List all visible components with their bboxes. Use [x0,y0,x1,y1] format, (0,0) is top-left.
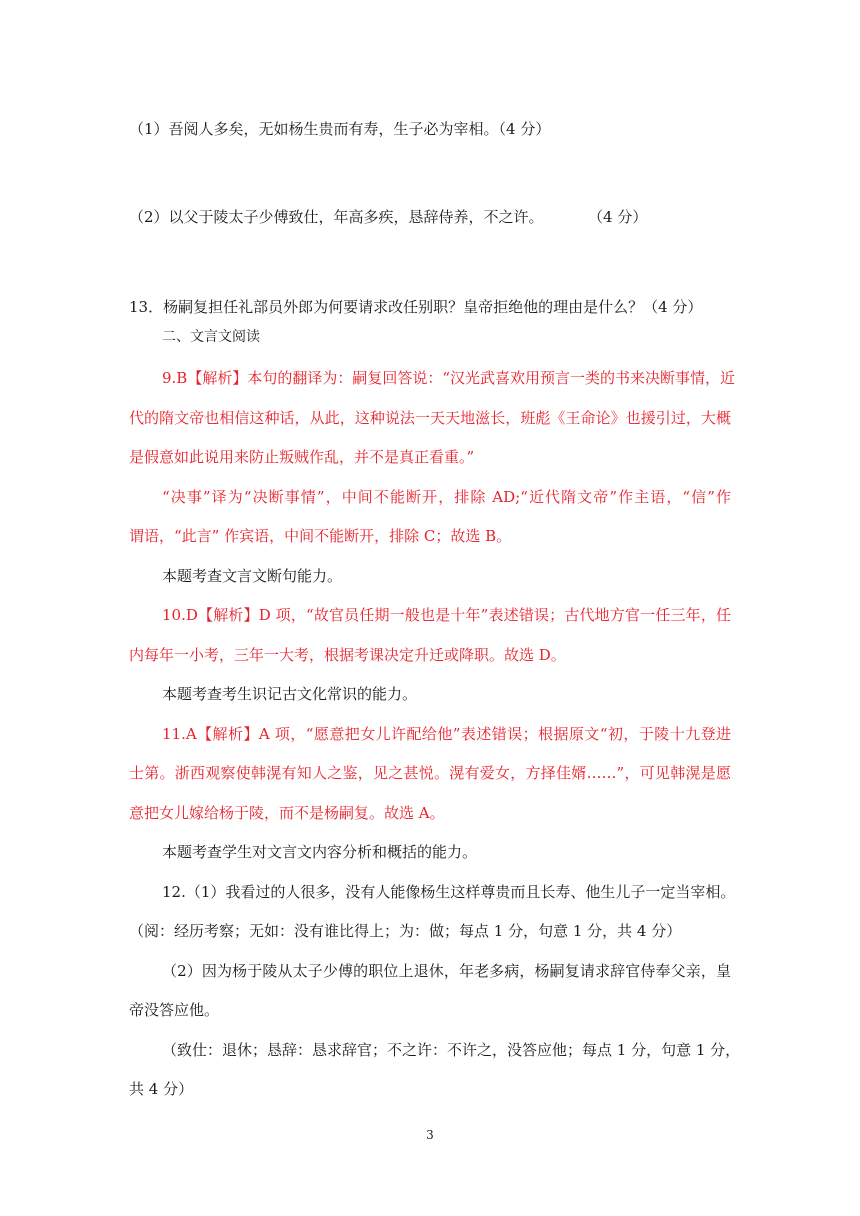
answer-11-line: 士第。浙西观察使韩滉有知人之鉴，见之甚悦。滉有爱女，方择佳婿……”，可见韩滉是愿 [129,764,731,782]
answer-9-line: “决事”译为“决断事情”，中间不能断开，排除 AD;“近代隋文帝”作主语，“信”作 [162,488,731,506]
question-12-part-2-score: （4 分） [595,208,648,226]
answer-10-line: 内每年一小考，三年一大考，根据考课决定升迁或降职。故选 D。 [129,646,566,664]
answer-9-line: 是假意如此说用来防止叛贼作乱，并不是真正看重。” [129,448,475,466]
question-12-part-2 [129,207,647,227]
answer-12-part-2-line: （2）因为杨于陵从太子少傅的职位上退休，年老多病，杨嗣复请求辞官侍奉父亲，皇 [162,962,731,980]
answer-12-part-1-line: （阅：经历考察；无如：没有谁比得上；为：做；每点 1 分，句意 1 分，共 4 分） [129,922,682,940]
answer-11-note: 本题考查学生对文言文内容分析和概括的能力。 [162,843,478,861]
answer-12-part-2-note-line: （致仕：退休；恳辞：恳求辞官；不之许：不许之，没答应他；每点 1 分，句意 1 分， [162,1041,741,1059]
answer-11-line: 11.A【解析】A 项，“愿意把女儿许配给他”表述错误；根据原文“初，于陵十九登进 [162,725,731,743]
answer-9-line: 谓语，“此言” 作宾语，中间不能断开，排除 C；故选 B。 [129,527,512,545]
question-12-part-2-text: （2）以父于陵太子少傅致仕，年高多疾，恳辞侍养，不之许。 [129,208,544,226]
answer-9-note: 本题考查文言文断句能力。 [162,567,343,585]
answer-9-line: 代的隋文帝也相信这种话，从此，这种说法一天天地滋长，班彪《王命论》也援引过，大概 [129,409,731,427]
answer-12-part-2-note-line: 共 4 分） [129,1080,194,1098]
answer-9-line: 9.B【解析】本句的翻译为：嗣复回答说：“汉光武喜欢用预言一类的书来决断事情，近 [162,369,736,387]
answer-12-part-1-line: 12.（1）我看过的人很多，没有人能像杨生这样尊贵而且长寿、他生儿子一定当宰相。 [162,883,736,901]
question-12-part-1: （1）吾阅人多矣，无如杨生贵而有寿，生子必为宰相。（4 分） [129,120,551,138]
answer-10-line: 10.D【解析】D 项，“故官员任期一般也是十年”表述错误；古代地方官一任三年，任 [162,606,731,624]
answer-11-line: 意把女儿嫁给杨于陵，而不是杨嗣复。故选 A。 [129,804,445,822]
section-title: 二、文言文阅读 [162,329,260,345]
answer-12-part-2-line: 帝没答应他。 [129,1001,220,1019]
answer-10-note: 本题考查考生识记古文化常识的能力。 [162,685,418,703]
question-13: 13．杨嗣复担任礼部员外郎为何要请求改任别职？皇帝拒绝他的理由是什么？（4 分） [129,298,703,316]
page-number: 3 [426,1128,434,1142]
